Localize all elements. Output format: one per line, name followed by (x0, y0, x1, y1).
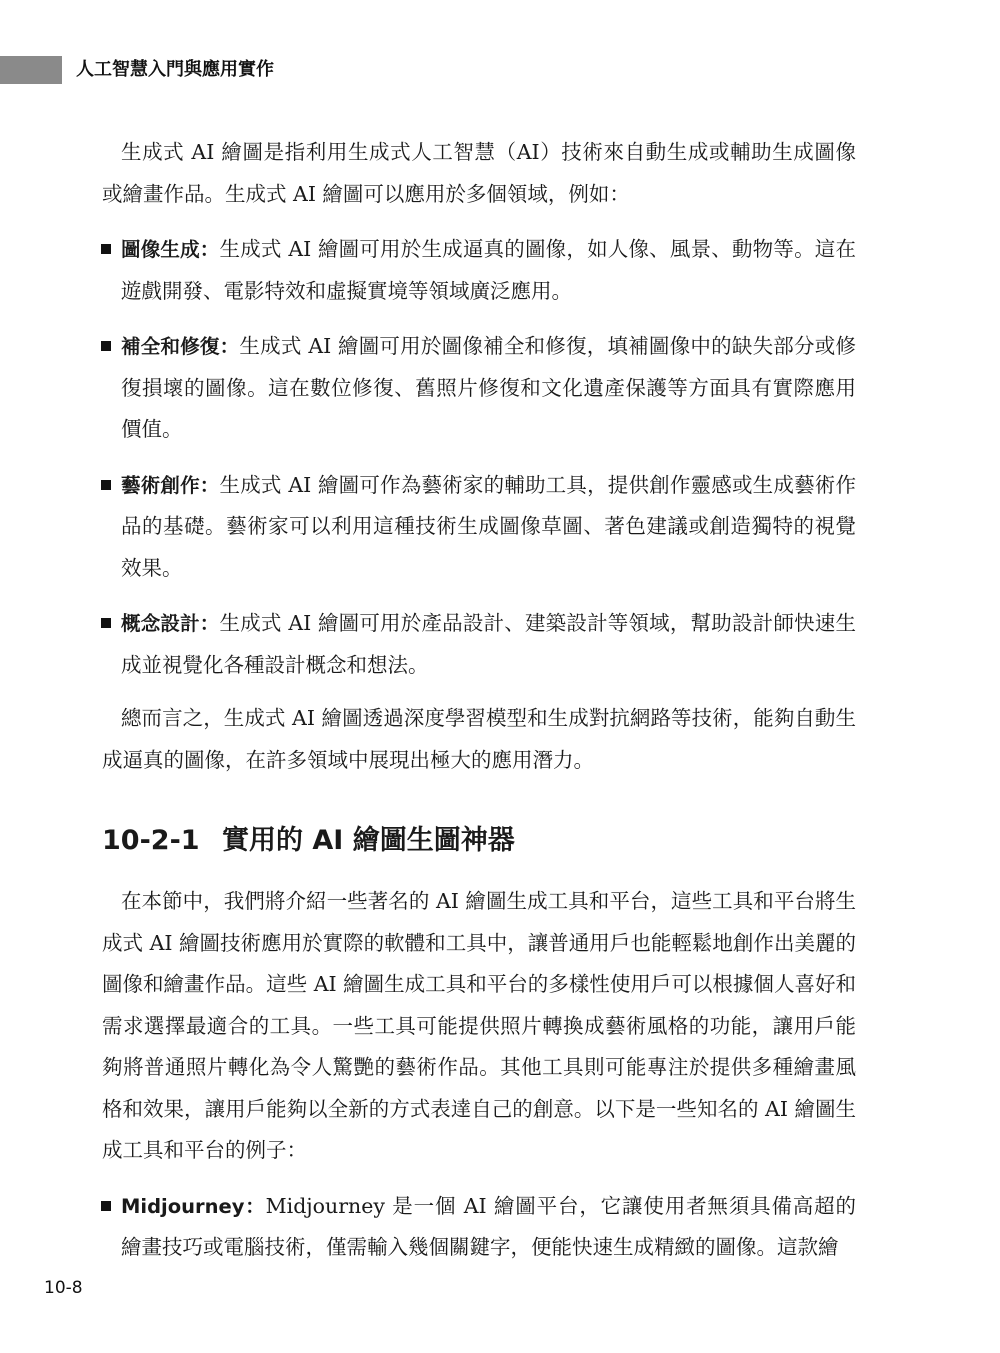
list-item (102, 229, 856, 312)
running-header-title: 人工智慧入門與應用實作 (76, 59, 274, 80)
section-paragraph-text: 在本節中，我們將介紹一些著名的 AI 繪圖生成工具和平台，這些工具和平台將生成式 AI 繪圖技術應用於實際的軟體和工具中，讓普通用戶也能輕鬆地創作出美麗的圖像和繪畫作品。這些 AI 繪圖生成工具和平台的多樣性使用戶可以根據個人喜好和需求選擇最適合的工具。一些工具可能提供照片轉換成藝術風格的功能，讓用戶能夠將普通照片轉化為令人驚艷的藝術作品。其他工具則可能專注於提供多種繪畫風格和效果，讓用戶能夠以全新的方式表達自己的創意。 (102, 889, 856, 1121)
bullet-term: Midjourney： (121, 1194, 266, 1218)
square-bullet-icon (101, 618, 111, 628)
application-list (102, 229, 856, 686)
intro-paragraph: 生成式 AI 繪圖是指利用生成式人工智慧（AI）技術來自動生成或輔助生成圖像或繪畫作品。生成式 AI 繪圖可以應用於多個領域，例如： (102, 140, 856, 206)
section-heading (102, 817, 856, 865)
square-bullet-icon (101, 244, 111, 254)
bullet-text: 生成式 AI 繪圖可用於生成逼真的圖像，如人像、風景、動物等。這在遊戲開發、電影特效和虛擬實境等領域廣泛應用。 (121, 237, 856, 303)
list-item (102, 603, 856, 686)
square-bullet-icon (101, 480, 111, 490)
bullet-term: 概念設計： (121, 612, 220, 635)
bullet-text: 生成式 AI 繪圖可用於圖像補全和修復，填補圖像中的缺失部分或修復損壞的圖像。這在數位修復、舊照片修復和文化遺產保護等方面具有實際應用價值。 (121, 334, 856, 441)
bullet-term: 補全和修復： (121, 335, 240, 358)
section-paragraph (102, 881, 856, 1172)
list-item (102, 465, 856, 590)
bullet-term: 藝術創作： (121, 473, 220, 497)
square-bullet-icon (101, 341, 111, 351)
header-accent-bar (0, 56, 62, 84)
bullet-text: Midjourney 是一個 AI 繪圖平台，它讓使用者無須具備高超的繪畫技巧或電腦技術，僅需輸入幾個關鍵字，便能快速生成精緻的圖像。這款繪 (121, 1193, 856, 1259)
section-title: 實用的 AI 繪圖生圖神器 (222, 825, 515, 856)
section-number: 10-2-1 (102, 825, 200, 856)
section-paragraph-lead-in: 以下是一些知名的 AI 繪圖生成工具和平台的例子： (102, 1096, 856, 1162)
summary-paragraph: 總而言之，生成式 AI 繪圖透過深度學習模型和生成對抗網路等技術，能夠自動生成逼真的圖像，在許多領域中展現出極大的應用潛力。 (102, 706, 856, 772)
bullet-text: 生成式 AI 繪圖可用於產品設計、建築設計等領域，幫助設計師快速生成並視覺化各種設計概念和想法。 (121, 611, 856, 677)
tool-list (102, 1186, 856, 1269)
square-bullet-icon (101, 1201, 111, 1211)
bullet-text: 生成式 AI 繪圖可作為藝術家的輔助工具，提供創作靈感或生成藝術作品的基礎。藝術家可以利用這種技術生成圖像草圖、著色建議或創造獨特的視覺效果。 (121, 472, 856, 580)
bullet-term: 圖像生成： (121, 238, 220, 261)
list-item (102, 1186, 856, 1269)
list-item (102, 326, 856, 451)
page-content (102, 132, 856, 1269)
page-number: 10-8 (44, 1278, 83, 1298)
